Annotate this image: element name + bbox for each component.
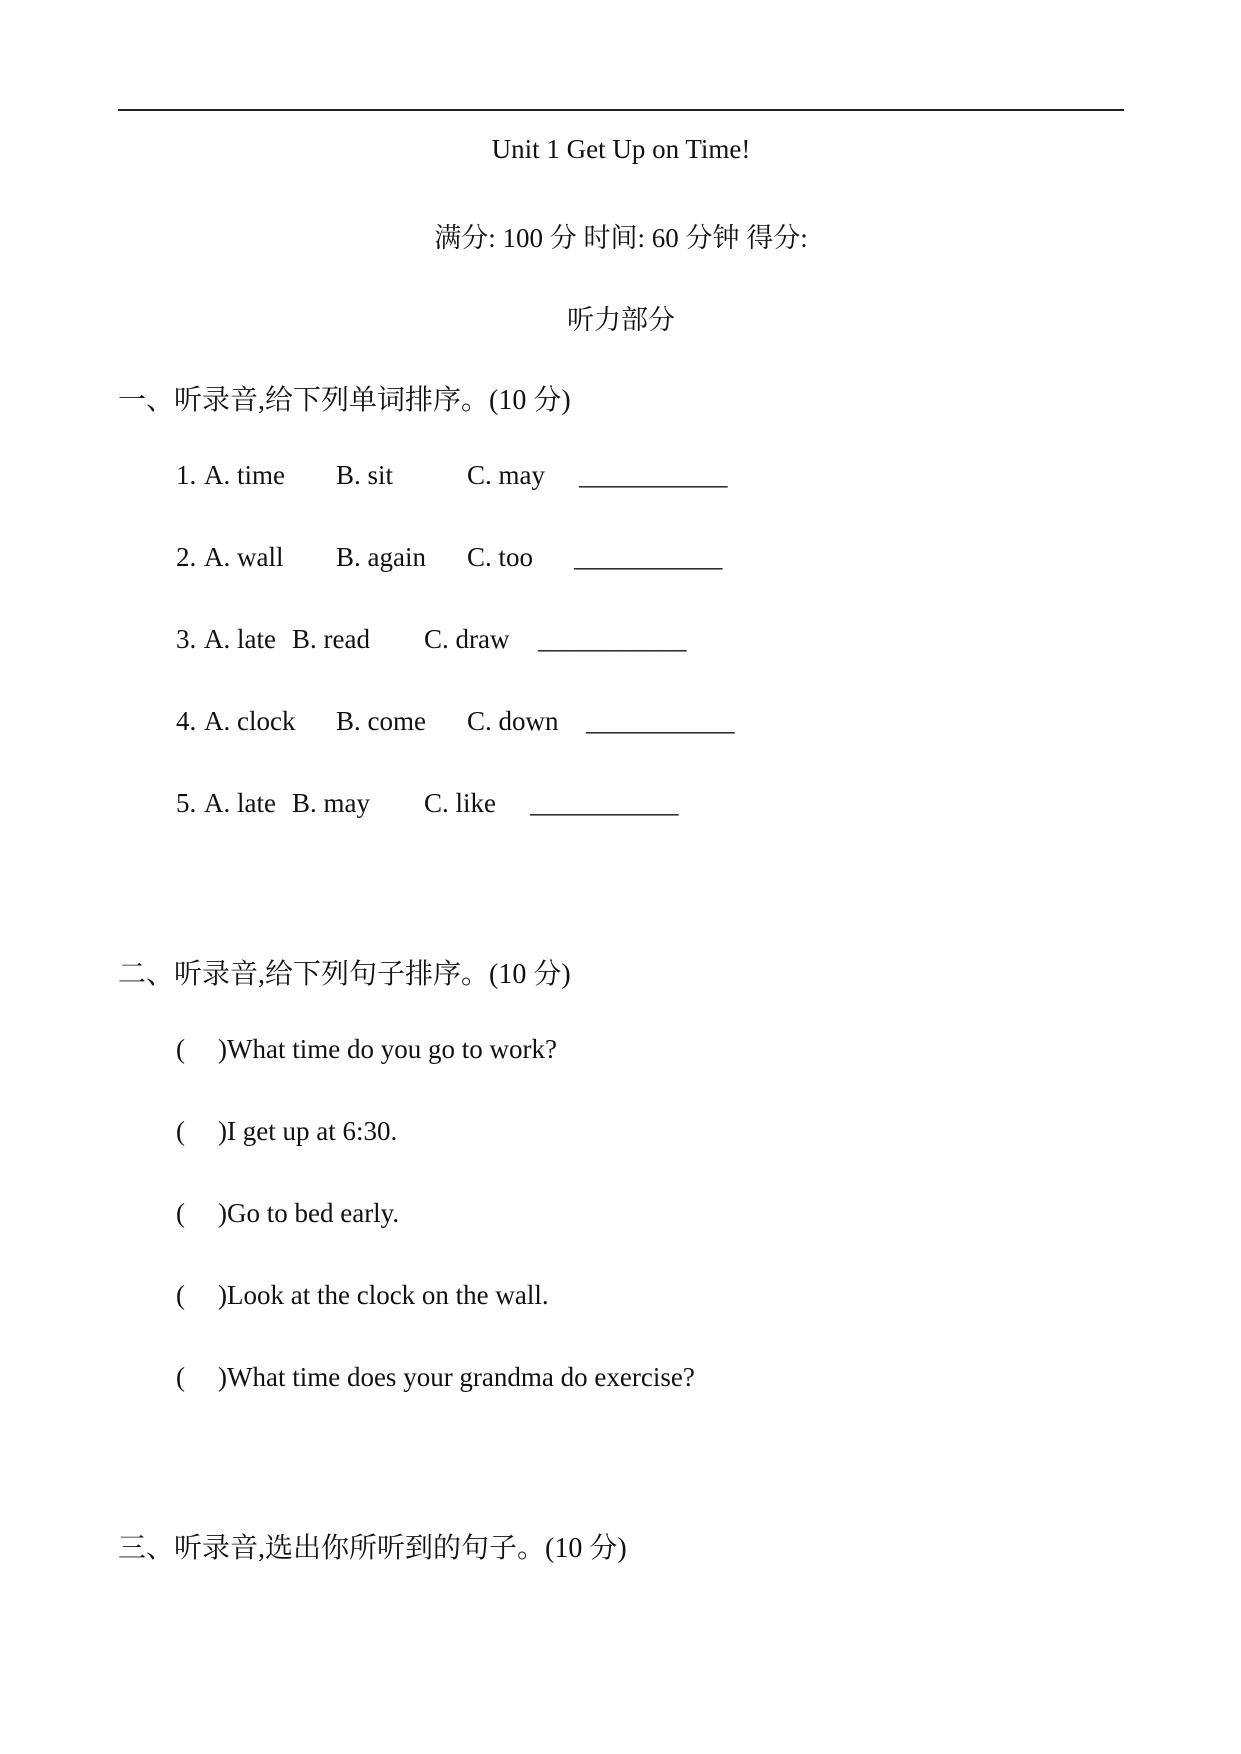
option-a: A. time	[204, 460, 285, 490]
sentence-item-5	[176, 1362, 695, 1393]
option-b: B. read	[292, 624, 370, 654]
answer-blank: ___________	[579, 460, 728, 490]
sentence-text: )What time do you go to work?	[218, 1034, 557, 1064]
top-rule	[118, 109, 1124, 111]
option-b: B. come	[336, 706, 426, 736]
answer-blank: ___________	[586, 706, 735, 736]
item-number: 3.	[176, 624, 197, 654]
option-c: C. like	[424, 788, 496, 818]
option-c: C. down	[467, 706, 559, 736]
option-b: B. sit	[336, 460, 394, 490]
bracket-open: (	[176, 1362, 185, 1392]
option-c: C. draw	[424, 624, 510, 654]
item-number: 2.	[176, 542, 197, 572]
section2-heading: 二、听录音,给下列句子排序。(10 分)	[118, 959, 571, 990]
answer-blank: ___________	[574, 542, 723, 572]
item-number: 5.	[176, 788, 197, 818]
sentence-item-1	[176, 1034, 557, 1065]
option-a: A. clock	[204, 706, 296, 736]
option-b: B. may	[292, 788, 370, 818]
section1-heading: 一、听录音,给下列单词排序。(10 分)	[118, 385, 571, 416]
option-c: C. too	[467, 542, 534, 572]
page-title: Unit 1 Get Up on Time!	[491, 134, 751, 164]
bracket-open: (	[176, 1280, 185, 1310]
score-line: 满分: 100 分 时间: 60 分钟 得分:	[434, 223, 808, 253]
option-c: C. may	[467, 460, 545, 490]
option-a: A. late	[204, 788, 276, 818]
sentence-item-2	[176, 1116, 397, 1147]
option-a: A. late	[204, 624, 276, 654]
bracket-open: (	[176, 1034, 185, 1064]
section3-heading: 三、听录音,选出你所听到的句子。(10 分)	[118, 1533, 627, 1564]
part-title: 听力部分	[567, 305, 675, 335]
bracket-open: (	[176, 1198, 185, 1228]
sentence-text: )What time does your grandma do exercise?	[218, 1362, 695, 1392]
item-number: 4.	[176, 706, 197, 736]
option-b: B. again	[336, 542, 426, 572]
sentence-item-3	[176, 1198, 399, 1229]
item-number: 1.	[176, 460, 197, 490]
answer-blank: ___________	[530, 788, 679, 818]
sentence-text: )Look at the clock on the wall.	[218, 1280, 549, 1310]
sentence-text: )I get up at 6:30.	[218, 1116, 398, 1146]
sentence-text: )Go to bed early.	[218, 1198, 400, 1228]
sentence-item-4	[176, 1280, 549, 1311]
bracket-open: (	[176, 1116, 185, 1146]
option-a: A. wall	[204, 542, 284, 572]
answer-blank: ___________	[538, 624, 687, 654]
